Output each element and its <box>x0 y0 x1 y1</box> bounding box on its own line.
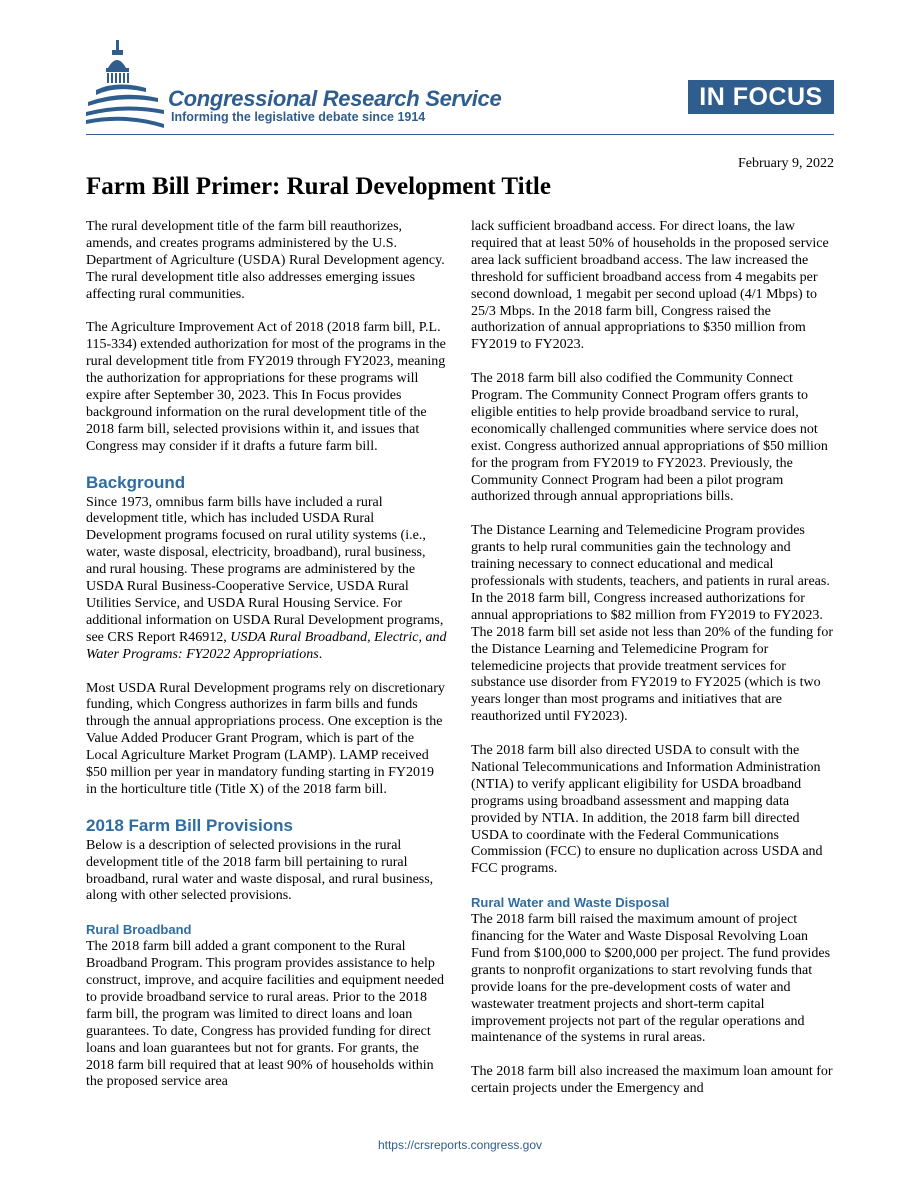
org-name: Congressional Research Service <box>168 86 502 111</box>
paragraph: The 2018 farm bill raised the maximum amount of project financing for the Water and Waste Disposal Revolving Loan Fund from $100,000 to $200,000 per project. The fund provides grants to nonprofit organizations to start revolving funds that provide loans for the pre-development costs of water and wastewater treatment projects and short-term capital improvement projects not part of the regular operations and maintenance of the systems in rural areas. <box>471 912 831 1046</box>
org-tagline: Informing the legislative debate since 1914 <box>171 110 426 124</box>
report-title: USDA Rural Broadband, Electric, and Water Programs: FY2022 Appropriations <box>86 629 447 662</box>
subheading-rural-broadband: Rural Broadband <box>86 922 192 938</box>
right-column <box>471 219 834 1115</box>
paragraph: The Agriculture Improvement Act of 2018 (2018 farm bill, P.L. 115-334) extended authorization for most of the programs in the rural development title from FY2019 through FY2023, meaning the authorization for appropriations for these programs will expire after September 30, 2023. This In Focus provides background information on the rural development title of the 2018 farm bill, selected provisions within it, and issues that Congress may consider if it drafts a future farm bill. <box>86 320 446 454</box>
footer-url-link[interactable]: https://crsreports.congress.gov <box>377 1138 543 1152</box>
section-heading-background: Background <box>86 472 186 492</box>
section-heading-provisions: 2018 Farm Bill Provisions <box>86 815 293 835</box>
left-column <box>86 219 448 1108</box>
header-rule <box>86 134 834 135</box>
paragraph: The 2018 farm bill also codified the Community Connect Program. The Community Connect Program offers grants to eligible entities to help provide broadband service to rural, economically challenged communities where service does not exist. Congress authorized annual appropriations of $50 million for the program from FY2019 to FY2023. Previously, the Community Connect Program had been a pilot program authorized through annual appropriations bills. <box>471 371 828 505</box>
paragraph: The 2018 farm bill also increased the maximum loan amount for certain projects under the Emergency and <box>471 1064 833 1097</box>
paragraph: Below is a description of selected provisions in the rural development title of the 2018 farm bill pertaining to rural broadband, rural water and waste disposal, and rural business, along with other selected provisions. <box>86 837 434 904</box>
paragraph: The Distance Learning and Telemedicine Program provides grants to help rural communities gain the technology and training necessary to connect educational and medical professionals with students, teachers, and patients in rural areas. In the 2018 farm bill, Congress increased authorizations for annual appropriations to $82 million from FY2019 to FY2023. The 2018 farm bill set aside not less than 20% of the funding for the Distance Learning and Telemedicine Program for telemedicine projects that provide treatment services for substance use disorder from FY2019 to FY2025 (which is two years longer than most programs and initiatives that are reauthorized until FY2023). <box>471 523 833 725</box>
page-title: Farm Bill Primer: Rural Development Title <box>86 173 551 200</box>
paragraph: The 2018 farm bill added a grant component to the Rural Broadband Program. This program provides assistance to help construct, improve, and acquire facilities and equipment needed to provide broadband service to rural areas. Prior to the 2018 farm bill, the program was limited to direct loans and loan guarantees. To date, Congress has provided funding for direct loans and loan guarantees but not for grants. For grants, the 2018 farm bill required that at least 90% of households within the proposed service area <box>86 939 445 1090</box>
paragraph: lack sufficient broadband access. For direct loans, the law required that at least 50% of households in the proposed service area lack sufficient broadband access. The law increased the threshold for sufficient broadband access from 4 megabits per second download, 1 megabit per second upload (4/1 Mbps) to 25/3 Mbps. In the 2018 farm bill, Congress raised the authorization of annual appropriations to $350 million from FY2019 to FY2023. <box>471 219 829 353</box>
paragraph: The 2018 farm bill also directed USDA to consult with the National Telecommunications and Information Administration (NTIA) to verify applicant eligibility for USDA broadband programs using broadband assessment and mapping data provided by NTIA. In addition, the 2018 farm bill directed USDA to coordinate with the Federal Communications Commission (FCC) to ensure no duplication across USDA and FCC programs. <box>471 743 823 877</box>
in-focus-badge: IN FOCUS <box>688 80 834 114</box>
paragraph: Most USDA Rural Development programs rely on discretionary funding, which Congress authorizes in farm bills and funds through the annual appropriations process. One exception is the Value Added Producer Grant Program, which is part of the Local Agriculture Market Program (LAMP). LAMP received $50 million per year in mandatory funding starting in FY2019 in the horticulture title (Title X) of the 2018 farm bill. <box>86 680 445 797</box>
subheading-rural-water: Rural Water and Waste Disposal <box>471 895 670 911</box>
publication-date: February 9, 2022 <box>737 156 834 171</box>
page-header <box>0 0 920 140</box>
paragraph: The rural development title of the farm bill reauthorizes, amends, and creates programs administered by the U.S. Department of Agriculture (USDA) Rural Development agency. The rural development title also addresses emerging issues affecting rural communities. <box>86 219 445 302</box>
capitol-dome-icon <box>86 40 166 132</box>
paragraph: Since 1973, omnibus farm bills have included a rural development title, which has included USDA Rural Development programs focused on rural utility systems (i.e., water, waste disposal, electricity, broadband), rural business, and rural housing. These programs are administered by the USDA Rural Business-Cooperative Service, USDA Rural Utilities Service, and USDA Rural Housing Service. For additional information on USDA Rural Development programs, see CRS Report R46912, USDA Rural Broadband, Electric, and Water Programs: FY2022 Appropriations. <box>86 494 447 662</box>
